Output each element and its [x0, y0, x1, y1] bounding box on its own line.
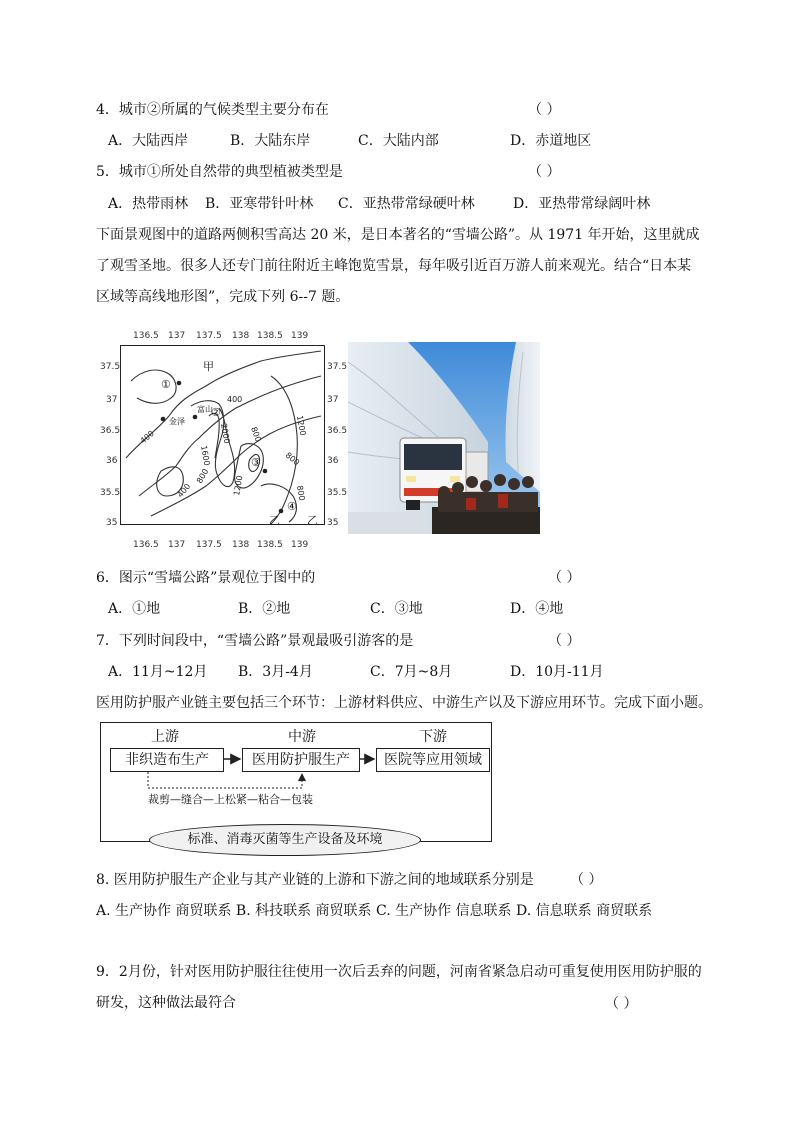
q7-answer-paren: （ ） — [548, 633, 581, 649]
q8-stem: 8. 医用防护服生产企业与其产业链的上游和下游之间的地域联系分别是 — [96, 872, 534, 888]
label-fushan: 富山 — [197, 405, 213, 414]
map-right-tick: 35 — [327, 518, 339, 528]
q8-options: A. 生产协作 商贸联系 B. 科技联系 商贸联系 C. 生产协作 信息联系 D. 信息联系 商贸联系 — [96, 903, 653, 919]
q6-stem: 6．图示“雪墙公路”景观位于图中的 — [96, 570, 316, 586]
q4-option-d: D．赤道地区 — [510, 133, 592, 149]
map-left-tick: 36 — [106, 456, 118, 466]
chain-base-environment: 标准、消毒灭菌等生产设备及环境 — [149, 824, 421, 856]
q4-option-c: C．大陆内部 — [358, 133, 439, 149]
contour-map — [120, 345, 325, 525]
intro-snow-wall: 下面景观图中的道路两侧积雪高达 20 米，是日本著名的“雪墙公路”。从 1971 年开始，这里就成了观雪圣地。很多人还专门前往附近主峰饱览雪景，每年吸引近百万游人前来观光。结合“日本某区域等高线地形图”，完成下列 6--7 题。 — [96, 227, 700, 305]
q4-option-b: B．大陆东岸 — [230, 133, 311, 149]
q6-option-c: C．③地 — [370, 601, 423, 617]
label-yi: 乙 — [307, 514, 318, 524]
q7-option-a: A．11月~12月 — [108, 664, 208, 680]
chain-header-midstream: 中游 — [288, 729, 316, 745]
map-right-tick: 37 — [327, 395, 339, 405]
label-city-1: ① — [161, 378, 171, 391]
contour-label: 800 — [295, 484, 307, 502]
map-left-tick: 35.5 — [100, 488, 121, 498]
q4-stem: 4．城市②所属的气候类型主要分布在 — [96, 102, 329, 118]
map-left-tick: 36.5 — [100, 426, 121, 436]
q9-stem: 9．2月份，针对医用防护服往往使用一次后丢弃的问题，河南省紧急启动可重复使用医用防护服的研发，这种做法最符合 — [96, 964, 702, 1011]
map-top-tick: 137.5 — [196, 331, 222, 341]
q4-answer-paren: （ ） — [528, 102, 561, 118]
snow-wall-photo — [348, 342, 540, 534]
contour-label: 2000 — [219, 422, 232, 445]
q8-answer-paren: （ ） — [570, 872, 603, 888]
q5-stem: 5．城市①所处自然带的典型植被类型是 — [96, 164, 343, 180]
map-bottom-tick: 137.5 — [196, 540, 222, 550]
label-jinze: 金泽 — [169, 417, 185, 426]
chain-box-production: 医用防护服生产 — [242, 748, 360, 772]
chain-process-steps: 裁剪—缝合—上松紧—粘合—包装 — [148, 793, 313, 806]
contour-label: 1600 — [199, 444, 212, 467]
contour-label: 400 — [175, 481, 193, 500]
map-top-tick: 137 — [168, 331, 186, 341]
label-yi: 乙 — [269, 514, 280, 524]
contour-label: 1200 — [232, 474, 245, 497]
map-top-tick: 139 — [291, 331, 309, 341]
q6-option-b: B．②地 — [238, 601, 291, 617]
map-top-tick: 136.5 — [133, 331, 159, 341]
q7-option-c: C．7月~8月 — [370, 664, 453, 680]
map-top-tick: 138 — [232, 331, 250, 341]
chain-box-application: 医院等应用领域 — [376, 748, 490, 772]
snow-wall-illustration — [348, 342, 540, 534]
map-left-tick: 37 — [106, 395, 118, 405]
contour-label: 400 — [138, 428, 156, 446]
label-city-2: ② — [211, 406, 221, 419]
map-top-tick: 138.5 — [257, 331, 283, 341]
label-city-3: ③ — [251, 456, 261, 469]
q5-option-b: B．亚寒带针叶林 — [205, 196, 314, 212]
map-bottom-tick: 138.5 — [257, 540, 283, 550]
map-right-tick: 37.5 — [327, 362, 348, 372]
label-city-4: ④ — [287, 500, 297, 513]
q7-option-b: B．3月-4月 — [238, 664, 313, 680]
q9-answer-paren: （ ） — [605, 996, 638, 1012]
map-left-tick: 37.5 — [100, 362, 121, 372]
q7-stem: 7．下列时间段中，“雪墙公路”景观最吸引游客的是 — [96, 633, 414, 649]
q5-option-d: D．亚热带常绿阔叶林 — [513, 196, 651, 212]
contour-label: 400 — [227, 395, 243, 404]
chain-header-upstream: 上游 — [151, 729, 179, 745]
contour-lines — [121, 346, 324, 524]
q6-option-a: A．①地 — [108, 601, 161, 617]
map-bottom-tick: 136.5 — [133, 540, 159, 550]
label-jia: 甲 — [203, 360, 214, 373]
q6-answer-paren: （ ） — [548, 570, 581, 586]
map-right-tick: 36 — [327, 456, 339, 466]
contour-label: 800 — [249, 425, 263, 444]
q4-option-a: A．大陆西岸 — [108, 133, 189, 149]
map-left-tick: 35 — [106, 518, 118, 528]
q5-answer-paren: （ ） — [528, 164, 561, 180]
chain-header-downstream: 下游 — [419, 729, 447, 745]
q6-option-d: D．④地 — [510, 601, 564, 617]
map-bottom-tick: 137 — [168, 540, 186, 550]
q7-option-d: D．10月-11月 — [510, 664, 604, 680]
intro-protective-clothing: 医用防护服产业链主要包括三个环节：上游材料供应、中游生产以及下游应用环节。完成下面小题。 — [96, 695, 712, 711]
contour-label: 800 — [283, 450, 302, 468]
q5-option-a: A．热带雨林 — [108, 196, 189, 212]
chain-box-nonwoven: 非织造布生产 — [110, 748, 224, 772]
map-bottom-tick: 138 — [232, 540, 250, 550]
map-right-tick: 35.5 — [327, 488, 348, 498]
contour-label: 1200 — [295, 414, 308, 437]
contour-label: 800 — [194, 467, 211, 485]
q5-option-c: C．亚热带常绿硬叶林 — [338, 196, 475, 212]
map-right-tick: 36.5 — [327, 426, 348, 436]
map-bottom-tick: 139 — [291, 540, 309, 550]
